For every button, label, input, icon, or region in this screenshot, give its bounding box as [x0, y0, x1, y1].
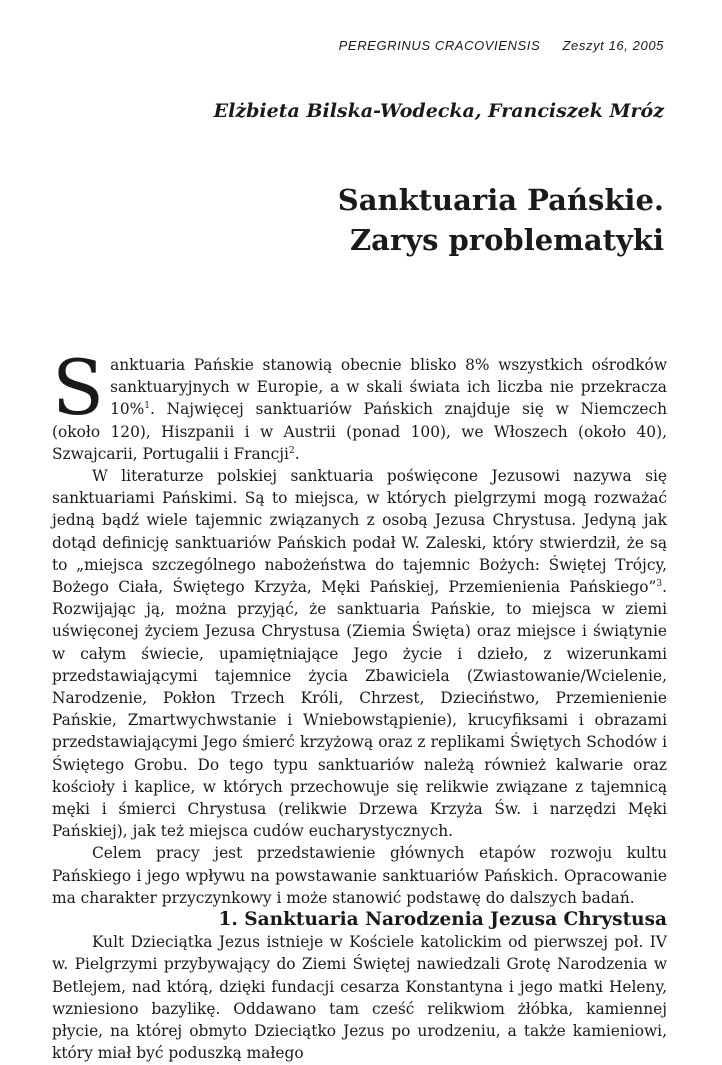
section-heading-1: 1. Sanktuaria Narodzenia Jezusa Chrystusa: [218, 909, 667, 931]
paragraph-4: Kult Dzieciątka Jezus istnieje w Kościele katolickim od pierwszej poł. IV w. Pielgrzymi przybywający do Ziemi Świętej nawiedzali Grotę Narodzenia w Betlejem, nad którą, dzięki fundacji cesarza Konstantyna i jego matki Heleny, wzniesiono bazylikę. Oddawano tam cześć relikwiom żłóbka, kamiennej płycie, na której obmyto Dzieciątko Jezus po urodzeniu, a także kamieniowi, który miał być poduszką małego: [52, 933, 667, 1063]
intro-paragraph: [52, 343, 667, 465]
title-line-2: Zarys problematyki: [350, 223, 664, 257]
title-line-1: Sanktuaria Pańskie.: [337, 183, 664, 217]
authors: Elżbieta Bilska-Wodecka, Franciszek Mróz: [213, 100, 664, 122]
intro-text-b: . Najwięcej sanktuariów Pańskich znajduje się w Niemczech (około 120), Hiszpanii i w Austrii (ponad 100), we Włoszech (około 40), Szwajcarii, Portugalii i Francji: [52, 400, 667, 463]
footnote-ref-2[interactable]: 2: [288, 445, 295, 456]
intro-text-a: anktuaria Pańskie stanowią obecnie blisko 8% wszystkich ośrodków sanktuaryjnych w Europie, a w skali świata ich liczba nie przekracza 10%: [110, 356, 667, 419]
running-header: [321, 38, 664, 53]
paragraph-2: [52, 465, 667, 842]
footnote-ref-3[interactable]: 3: [656, 578, 663, 589]
article-body: [52, 343, 667, 1065]
footnote-ref-1[interactable]: 1: [144, 401, 151, 412]
drop-cap: S: [52, 343, 105, 432]
para2-text-b: . Rozwijając ją, można przyjąć, że sanktuaria Pańskie, to miejsca w ziemi uświęconej życiem Jezusa Chrystusa (Ziemia Święta) oraz miejsce i świątynie w całym świecie, upamiętniające Jego życie i dzieło, z wizerunkami przedstawiającymi tajemnice życia Zbawiciela (Zwiastowanie/Wcielenie, Narodzenie, Pokłon Trzech Króli, Chrzest, Dzieciństwo, Przemienienie Pańskie, Zmartwychwstanie i Wniebowstąpienie), krucyfiksami i obrazami przedstawiającymi Jego śmierć krzyżową oraz z replikami Świętych Schodów i Świętego Grobu. Do tego typu sanktuariów należą również kalwarie oraz kościoły i kaplice, w których przechowuje się relikwie związane z tajemnicą męki i śmierci Chrystusa (relikwie Drzewa Krzyża Św. i narzędzi Męki Pańskiej), jak też miejsca cudów eucharystycznych.: [52, 578, 667, 841]
para2-text-a: W literaturze polskiej sanktuaria poświęcone Jezusowi nazywa się sanktuariami Pańskimi. Są to miejsca, w których pielgrzymi mogą rozważać jedną bądź wiele tajemnic związanych z osobą Jezusa Chrystusa. Jedyną jak dotąd definicję sanktuariów Pańskich podał W. Zaleski, który stwierdził, że są to „miejsca szczególnego nabożeństwa do tajemnic Bożych: Świętej Trójcy, Bożego Ciała, Świętego Krzyża, Męki Pańskiej, Przemienienia Pańskiego”: [52, 467, 667, 597]
issue-label: Zeszyt 16, 2005: [562, 38, 664, 53]
journal-name: PEREGRINUS CRACOVIENSIS: [338, 38, 541, 53]
paragraph-3: Celem pracy jest przedstawienie głównych etapów rozwoju kultu Pańskiego i jego wpływu na powstawanie sanktuariów Pańskich. Opracowanie ma charakter przyczynkowy i może stanowić podstawę do dalszych badań.: [52, 844, 667, 907]
article-title: [338, 180, 664, 260]
intro-text-c: .: [294, 444, 300, 463]
